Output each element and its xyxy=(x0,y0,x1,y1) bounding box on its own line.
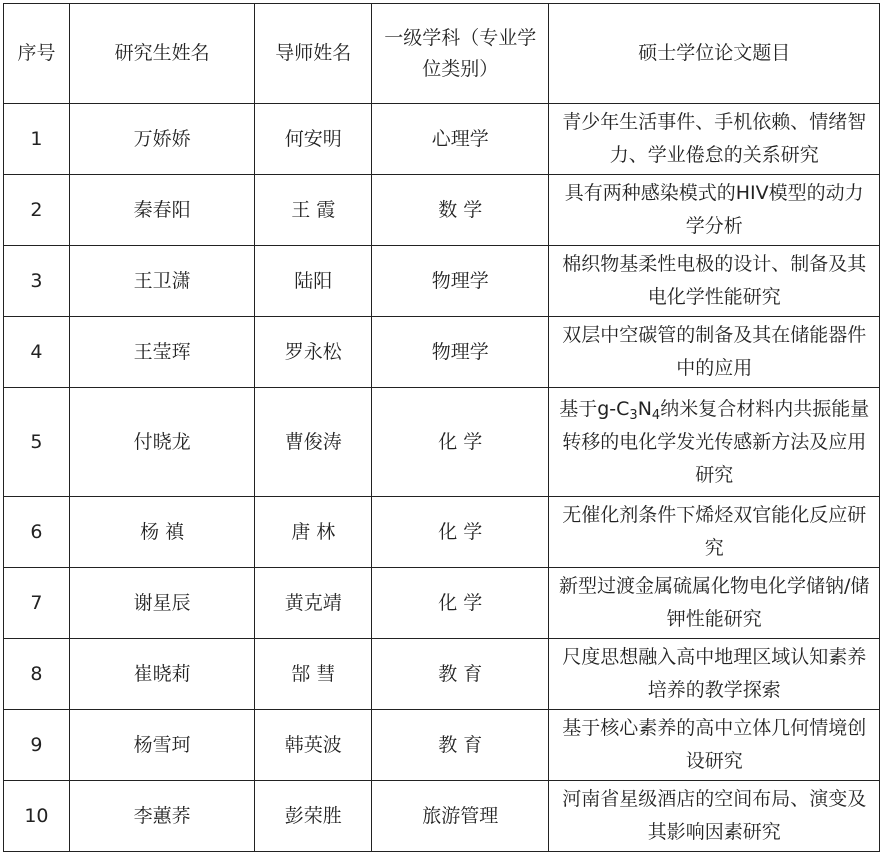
cell-advisor: 何安明 xyxy=(255,104,372,175)
header-student: 研究生姓名 xyxy=(69,4,255,104)
cell-student: 万娇娇 xyxy=(69,104,255,175)
cell-no: 2 xyxy=(4,175,70,246)
cell-title: 双层中空碳管的制备及其在储能器件中的应用 xyxy=(549,317,880,388)
table-row xyxy=(4,781,880,852)
cell-no: 5 xyxy=(4,388,70,497)
cell-title: 棉织物基柔性电极的设计、制备及其电化学性能研究 xyxy=(549,246,880,317)
cell-title xyxy=(549,388,880,497)
cell-no: 1 xyxy=(4,104,70,175)
cell-discipline: 物理学 xyxy=(372,317,549,388)
table-row xyxy=(4,388,880,497)
table-row xyxy=(4,317,880,388)
cell-no: 8 xyxy=(4,639,70,710)
cell-advisor: 韩英波 xyxy=(255,710,372,781)
title-part: N xyxy=(637,397,652,420)
cell-no: 4 xyxy=(4,317,70,388)
cell-student: 李蕙荞 xyxy=(69,781,255,852)
cell-advisor: 郜 彗 xyxy=(255,639,372,710)
cell-student: 王莹珲 xyxy=(69,317,255,388)
cell-title: 基于核心素养的高中立体几何情境创设研究 xyxy=(549,710,880,781)
title-subscript: 3 xyxy=(629,407,638,423)
cell-advisor: 陆阳 xyxy=(255,246,372,317)
header-title: 硕士学位论文题目 xyxy=(549,4,880,104)
cell-student: 付晓龙 xyxy=(69,388,255,497)
cell-no: 6 xyxy=(4,497,70,568)
cell-student: 王卫潇 xyxy=(69,246,255,317)
cell-title: 新型过渡金属硫属化物电化学储钠/储钾性能研究 xyxy=(549,568,880,639)
cell-no: 10 xyxy=(4,781,70,852)
cell-title: 无催化剂条件下烯烃双官能化反应研究 xyxy=(549,497,880,568)
table-row xyxy=(4,497,880,568)
header-discipline: 一级学科（专业学位类别） xyxy=(372,4,549,104)
cell-title: 河南省星级酒店的空间布局、演变及其影响因素研究 xyxy=(549,781,880,852)
title-subscript: 4 xyxy=(651,407,661,423)
cell-discipline: 教 育 xyxy=(372,710,549,781)
cell-discipline: 旅游管理 xyxy=(372,781,549,852)
cell-advisor: 罗永松 xyxy=(255,317,372,388)
cell-student: 谢星辰 xyxy=(69,568,255,639)
table-row xyxy=(4,639,880,710)
table-row xyxy=(4,568,880,639)
cell-discipline: 化 学 xyxy=(372,497,549,568)
table-row xyxy=(4,104,880,175)
cell-student: 崔晓莉 xyxy=(69,639,255,710)
table-row xyxy=(4,246,880,317)
cell-discipline: 数 学 xyxy=(372,175,549,246)
header-advisor: 导师姓名 xyxy=(255,4,372,104)
cell-discipline: 教 育 xyxy=(372,639,549,710)
thesis-table xyxy=(3,3,880,852)
title-part: 纳米复合材料内共振能量转移的电化学发光传感新方法及应用研究 xyxy=(562,397,870,486)
cell-advisor: 王 霞 xyxy=(255,175,372,246)
cell-no: 9 xyxy=(4,710,70,781)
cell-title: 尺度思想融入高中地理区域认知素养培养的教学探索 xyxy=(549,639,880,710)
cell-student: 杨雪珂 xyxy=(69,710,255,781)
cell-advisor: 唐 林 xyxy=(255,497,372,568)
cell-advisor: 黄克靖 xyxy=(255,568,372,639)
cell-title: 青少年生活事件、手机依赖、情绪智力、学业倦怠的关系研究 xyxy=(549,104,880,175)
cell-advisor: 曹俊涛 xyxy=(255,388,372,497)
table-row xyxy=(4,175,880,246)
header-no: 序号 xyxy=(4,4,70,104)
cell-student: 秦春阳 xyxy=(69,175,255,246)
cell-no: 7 xyxy=(4,568,70,639)
title-part: 基于g-C xyxy=(559,397,630,420)
cell-no: 3 xyxy=(4,246,70,317)
cell-discipline: 化 学 xyxy=(372,388,549,497)
cell-title: 具有两种感染模式的HIV模型的动力学分析 xyxy=(549,175,880,246)
cell-discipline: 化 学 xyxy=(372,568,549,639)
cell-discipline: 心理学 xyxy=(372,104,549,175)
cell-discipline: 物理学 xyxy=(372,246,549,317)
table-row xyxy=(4,710,880,781)
cell-advisor: 彭荣胜 xyxy=(255,781,372,852)
header-row xyxy=(4,4,880,104)
cell-student: 杨 禛 xyxy=(69,497,255,568)
